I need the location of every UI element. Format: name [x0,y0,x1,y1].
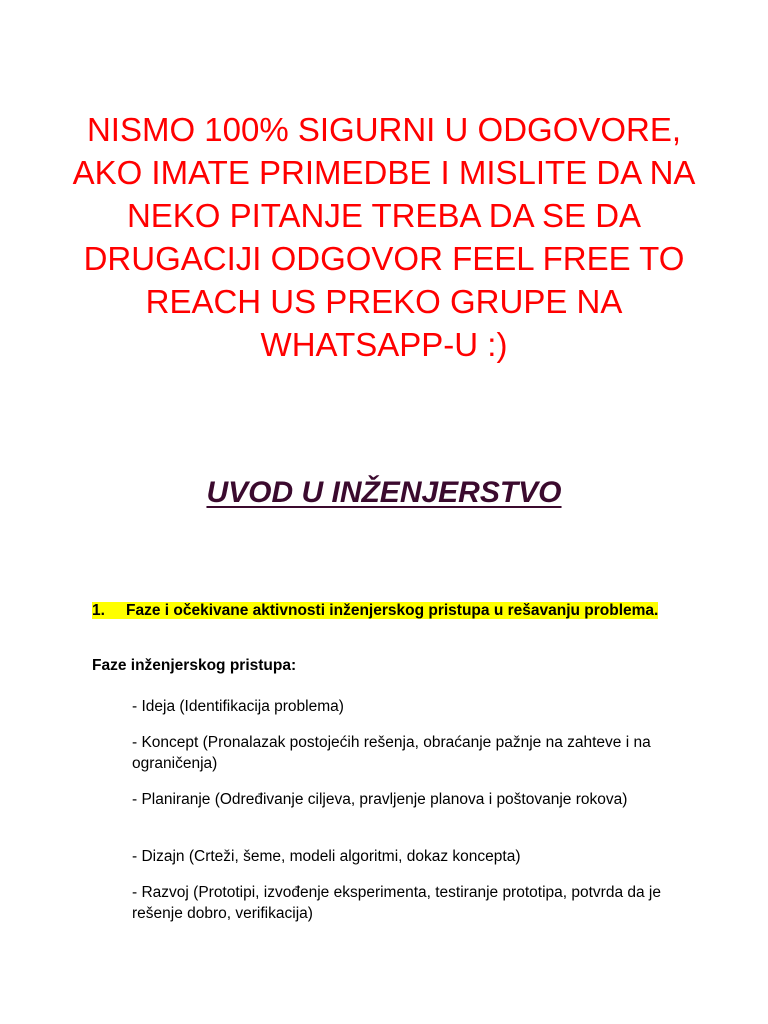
phase-item-planiranje: - Planiranje (Određivanje ciljeva, pravljenje planova i poštovanje rokova) [132,791,628,808]
question-text: Faze i očekivane aktivnosti inženjerskog pristupa u rešavanju problema. [126,602,659,619]
section-heading: Faze inženjerskog pristupa: [92,657,297,674]
phase-item-ideja: - Ideja (Identifikacija problema) [132,698,344,715]
phase-item-koncept: - Koncept (Pronalazak postojećih rešenja, obraćanje pažnje na zahteve i na ograničenja) [132,734,651,772]
phase-item-razvoj: - Razvoj (Prototipi, izvođenje eksperimenta, testiranje prototipa, potvrda da je rešenje dobro, verifikacija) [132,884,661,922]
disclaimer-notice: NISMO 100% SIGURNI U ODGOVORE, AKO IMATE PRIMEDBE I MISLITE DA NA NEKO PITANJE TREBA DA SE DA DRUGACIJI ODGOVOR FEEL FREE TO REACH US PREKO GRUPE NA WHATSAPP-U :) [72,111,696,363]
document-title-text: UVOD U INŽENJERSTVO [206,476,562,509]
question-highlight [92,602,658,619]
document-title [0,473,768,510]
question-number: 1. [92,602,105,619]
phase-item-dizajn: - Dizajn (Crteži, šeme, modeli algoritmi, dokaz koncepta) [132,848,521,865]
question-1 [92,601,692,621]
